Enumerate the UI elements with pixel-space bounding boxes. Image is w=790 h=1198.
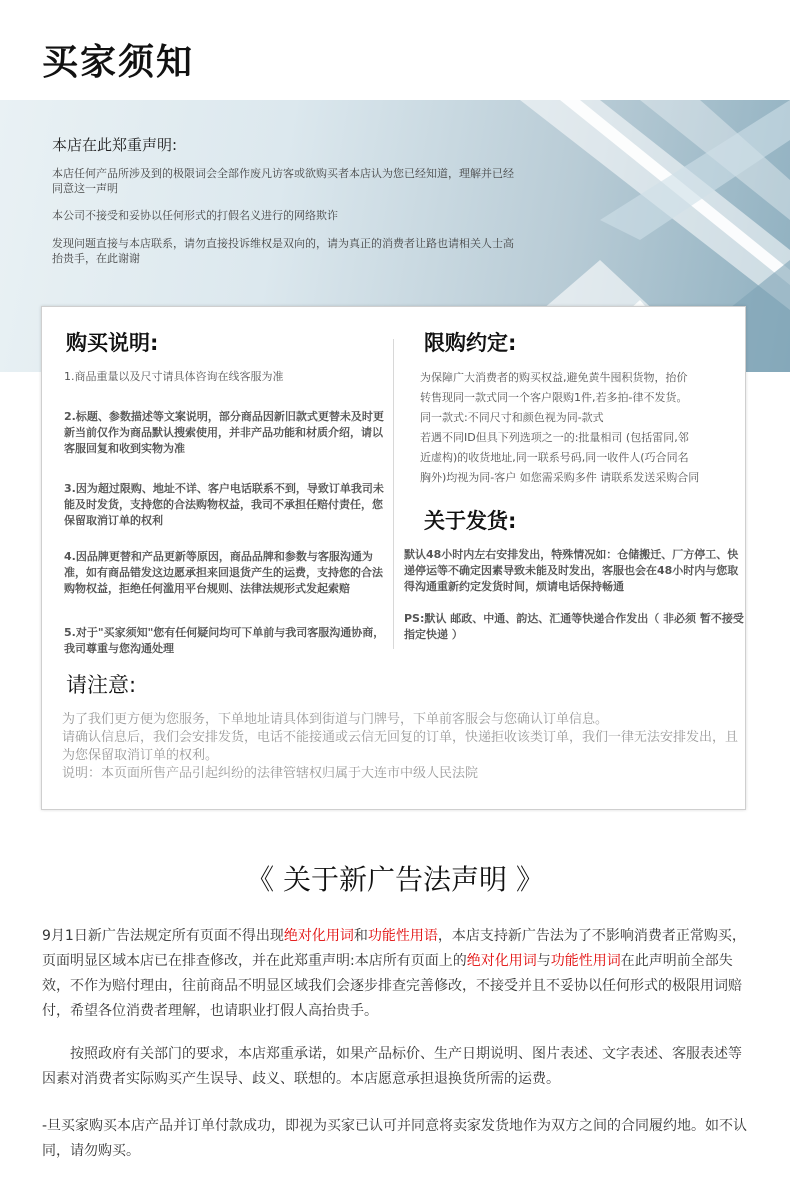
law-title: 《 关于新广告法声明 》 [246, 863, 544, 896]
shipping-ps: PS:默认 邮政、中通、韵达、汇通等快递合作发出（ 非必须 暂不接受指定快递 ） [404, 612, 744, 641]
law-text: 和 [353, 928, 368, 944]
notice-line: 说明：本页面所售产品引起纠纷的法律管辖权归属于大连市中级人民法院 [62, 766, 479, 781]
limit-line: 转售现同一款式同一个客户限购1件,若多拍-律不发货。 [420, 391, 688, 404]
law-paragraph-1 [42, 924, 748, 1024]
limit-line: 为保障广大消费者的购买权益,避免黄牛囤积货物，抬价 [420, 371, 688, 384]
purchase-item: 3.因为超过限购、地址不详、客户电话联系不到，导致订单我司未能及时发货，支持您的合法购物权益，我司不承担任赔付责任，您保留取消订单的权利 [64, 482, 384, 527]
shipping-text: 默认48小时内左右安排发出，特殊情况如：仓储搬迁、厂方停工、快递停运等不确定因素导致未能及时发出，客服也会在48小时内与您取得沟通重新约定发货时间，烦请电话保持畅通 [404, 548, 739, 593]
law-highlight: 功能性用语 [367, 928, 438, 944]
law-highlight: 绝对化用词 [466, 953, 537, 969]
purchase-item: 1.商品重量以及尺寸请具体咨询在线客服为准 [64, 370, 284, 383]
limit-line: 近虚构)的收货地址,同一联系号码,同一收件人(巧合同名 [420, 451, 689, 464]
purchase-heading: 购买说明: [66, 331, 159, 355]
banner-paragraph: 发现问题直接与本店联系，请勿直接投诉维权是双向的，请为真正的消费者让路也请相关人士高抬贵手，在此谢谢 [52, 237, 514, 265]
notice-line: 为了我们更方便为您服务，下单地址请具体到街道与门牌号，下单前客服会与您确认订单信息。 [62, 712, 609, 727]
banner-heading: 本店在此郑重声明: [52, 136, 178, 154]
banner-paragraph: 本店任何产品所涉及到的极限词会全部作废凡访客或欲购买者本店认为您已经知道，理解并已经同意这一声明 [52, 167, 514, 195]
law-text: ，本店支持新广告法为了不影响消费者正常购买，页面明显区域本店已在排查修改，并在此郑重声明:本店所有页面上的 [42, 928, 746, 969]
law-text: 在此声明前全部失效，不作为赔付理由，往前商品不明显区域我们会逐步排查完善修改，不接受并且不妥协以任何形式的极限用词赔付，希望各位消费者理解，也请职业打假人高抬贵手。 [42, 953, 742, 1019]
purchase-item: 4.因品牌更替和产品更新等原因，商品品牌和参数与客服沟通为准，如有商品错发这边愿承担来回退货产生的运费，支持您的合法购物权益，拒绝任何滥用平台规则、法律法规形式发起索赔 [64, 550, 383, 595]
law-highlight: 绝对化用词 [283, 928, 354, 944]
notice-heading: 请注意: [66, 673, 137, 697]
notice-line: 请确认信息后，我们会安排发货，电话不能接通或云信无回复的订单，快递拒收该类订单，我们一律无法安排发出，且为您保留取消订单的权利。 [62, 730, 739, 763]
shipping-heading: 关于发货: [424, 509, 517, 533]
purchase-item: 5.对于"买家须知"您有任何疑问均可下单前与我司客服沟通协商，我司尊重与您沟通处理 [64, 626, 385, 655]
law-text: 9月1日新广告法规定所有页面不得出现 [42, 928, 284, 944]
limit-line: 同一款式:不同尺寸和颜色视为同-款式 [420, 411, 604, 424]
limit-line: 若遇不同ID但具下列选项之一的:批量相司 (包括雷同,邻 [420, 431, 689, 444]
limit-heading: 限购约定: [424, 331, 517, 355]
purchase-item: 2.标题、参数描述等文案说明，部分商品因新旧款式更替未及时更新当前仅作为商品默认搜索使用，并非产品功能和材质介绍，请以客服回复和收到实物为准 [64, 410, 384, 455]
banner-paragraph: 本公司不接受和妥协以任何形式的打假名义进行的网络欺诈 [52, 209, 338, 222]
law-paragraph-2: 按照政府有关部门的要求，本店郑重承诺，如果产品标价、生产日期说明、图片表述、文字表述、客服表述等因素对消费者实际购买产生误导、歧义、联想的。本店愿意承担退换货所需的运费。 [42, 1046, 742, 1087]
divider [393, 339, 394, 649]
info-box [41, 306, 746, 810]
limit-line: 胸外)均视为同-客户 如您需采购多件 请联系发送采购合同 [420, 471, 700, 484]
page-title: 买家须知 [42, 42, 195, 83]
law-highlight: 功能性用词 [550, 953, 621, 969]
law-text: 与 [536, 953, 551, 969]
law-paragraph-3: -旦买家购买本店产品并订单付款成功，即视为买家已认可并同意将卖家发货地作为双方之间的合同履约地。如不认同，请勿购买。 [42, 1118, 748, 1159]
